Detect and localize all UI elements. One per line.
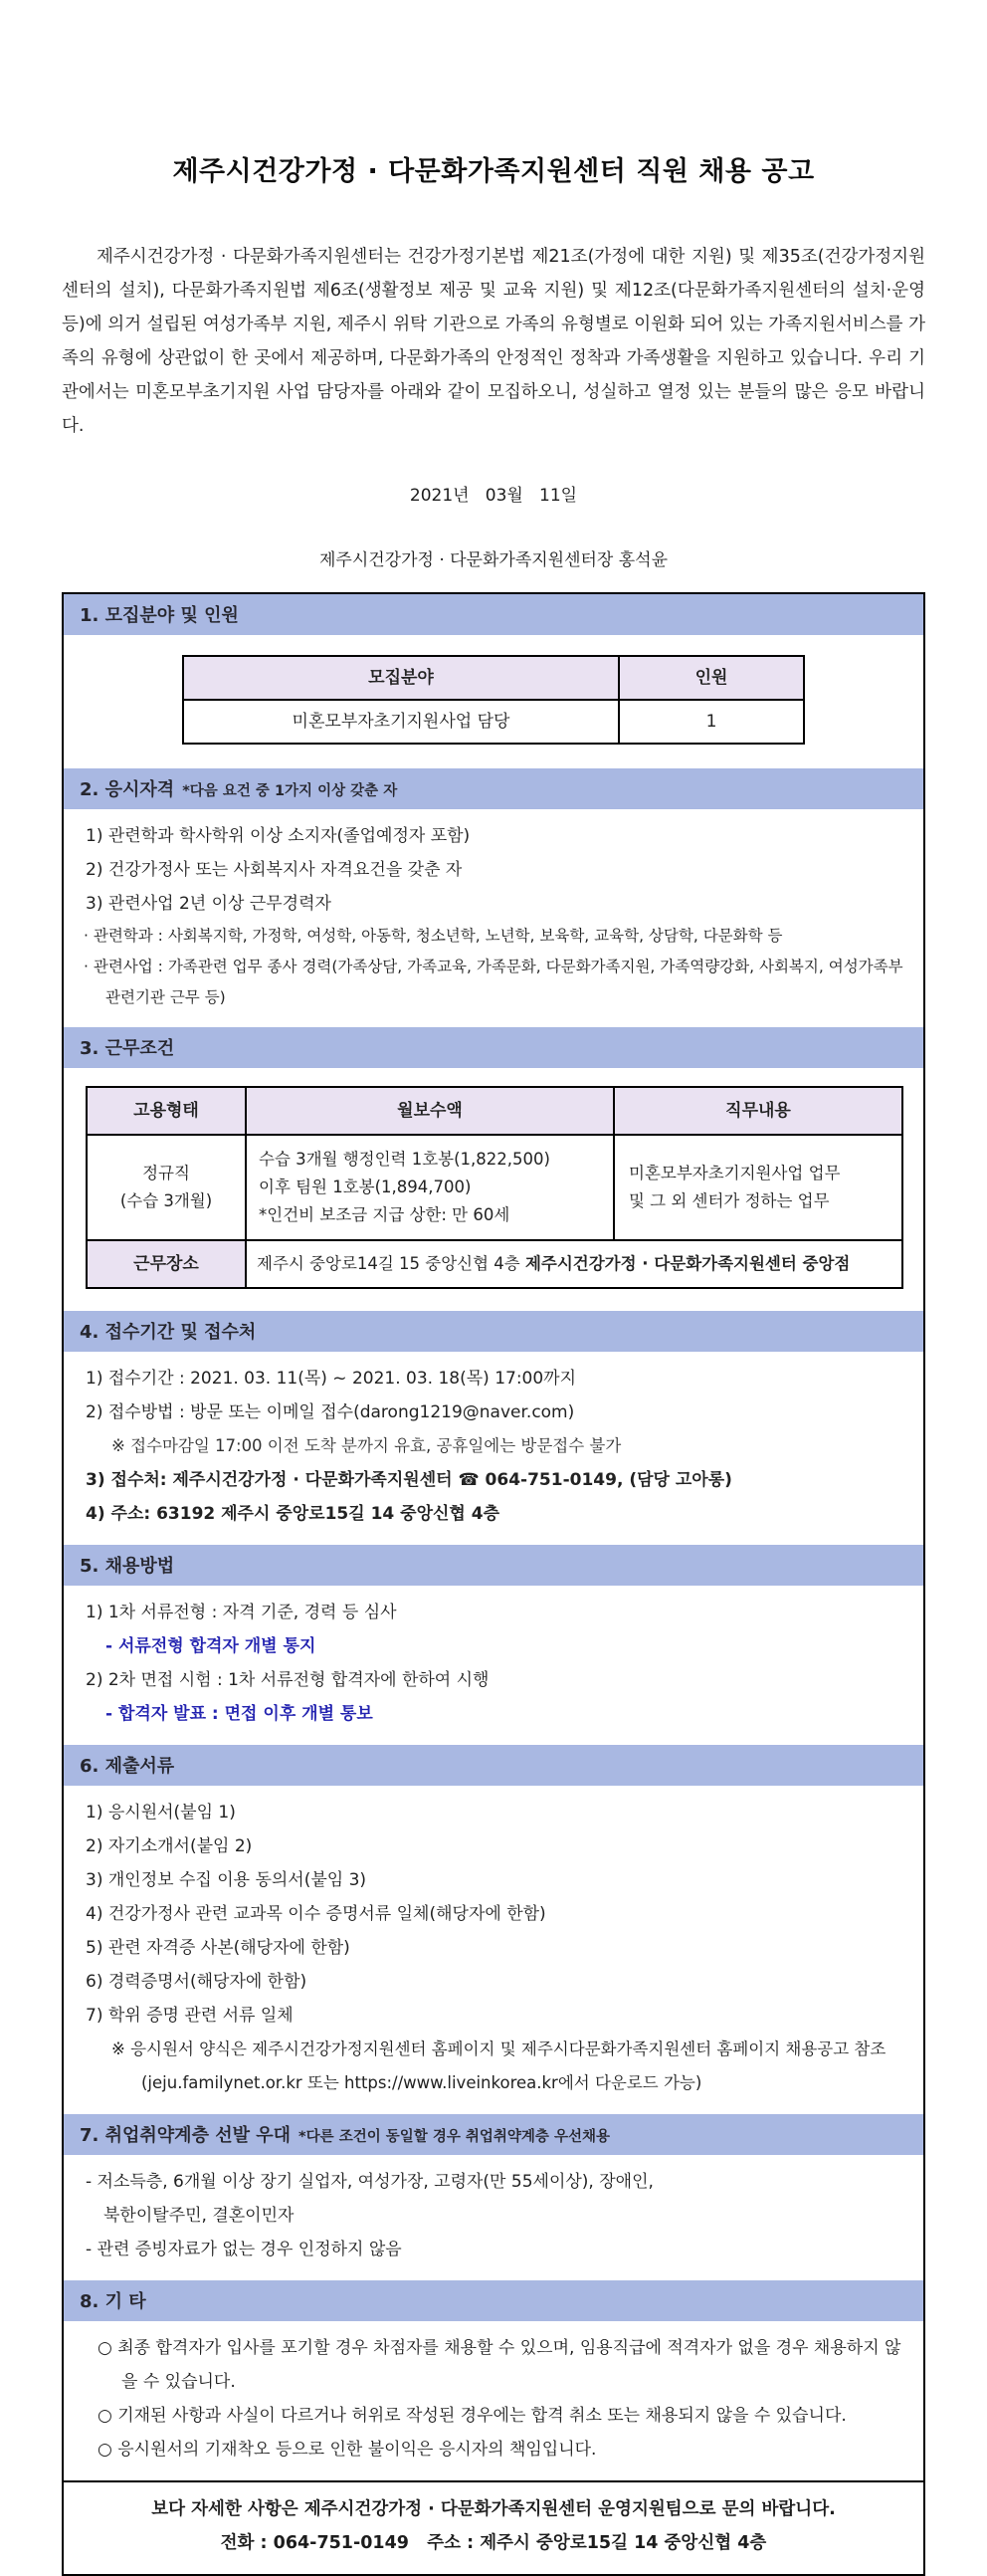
section-2-header bbox=[64, 768, 923, 809]
list-item: ○ 최종 합격자가 입사를 포기할 경우 차점자를 채용할 수 있으며, 임용직급에 적격자가 없을 경우 채용하지 않을 수 있습니다. bbox=[98, 2338, 901, 2392]
related-work-note: · 관련사업 : 가족관련 업무 종사 경력(가족상담, 가족교육, 가족문화, 다문화가족지원, 가족역량강화, 사회복지, 여성가족부 관련기관 근무 등) bbox=[84, 958, 903, 1006]
conditions-data-row bbox=[87, 1135, 902, 1240]
employment-type-line: (수습 3개월) bbox=[119, 1191, 213, 1210]
section-7-header bbox=[64, 2114, 923, 2155]
page-title: 제주시건강가정 · 다문화가족지원센터 직원 채용 공고 bbox=[172, 156, 815, 187]
section-8-content bbox=[64, 2321, 923, 2480]
section-6-title: 6. 제출서류 bbox=[80, 1756, 175, 1777]
list-item: 1) 관련학과 학사학위 이상 소지자(졸업예정자 포함) bbox=[86, 826, 471, 846]
section-7-title: 7. 취업취약계층 선발 우대 bbox=[80, 2125, 292, 2146]
section-1-header bbox=[64, 594, 923, 635]
working-conditions-table bbox=[86, 1086, 903, 1289]
section-1-content bbox=[64, 635, 923, 768]
list-item: 2) 2차 면접 시험 : 1차 서류전형 합격자에 한하여 시행 bbox=[86, 1670, 490, 1690]
section-4-content bbox=[64, 1352, 923, 1545]
workplace-row bbox=[87, 1240, 902, 1288]
section-8-title: 8. 기 타 bbox=[80, 2291, 146, 2312]
section-5-content bbox=[64, 1586, 923, 1745]
section-3-content bbox=[64, 1068, 923, 1311]
deadline-note: ※ 접수마감일 17:00 이전 도착 분까지 유효, 공휴일에는 방문접수 불가 bbox=[111, 1436, 622, 1455]
section-5-title: 5. 채용방법 bbox=[80, 1556, 175, 1577]
list-item: - 관련 증빙자료가 없는 경우 인정하지 않음 bbox=[86, 2240, 402, 2259]
section-2-subtitle: *다음 요건 중 1가지 이상 갖춘 자 bbox=[182, 783, 398, 799]
signature-line: 제주시건강가정 · 다문화가족지원센터장 홍석윤 bbox=[318, 550, 669, 570]
employment-type-line: 정규직 bbox=[142, 1164, 190, 1182]
section-5-header bbox=[64, 1545, 923, 1586]
section-7-content bbox=[64, 2155, 923, 2280]
list-item: 4) 주소: 63192 제주시 중앙로15길 14 중앙신협 4층 bbox=[86, 1504, 500, 1524]
application-form-note: ※ 응시원서 양식은 제주시건강가정지원센터 홈페이지 및 제주시다문화가족지원센터 홈페이지 채용공고 참조(jeju.familynet.or.kr 또는 https://www.liveinkorea.kr에서 다운로드 가능) bbox=[111, 2039, 887, 2092]
list-item: 1) 1차 서류전형 : 자격 기준, 경력 등 심사 bbox=[86, 1603, 397, 1622]
list-item: 2) 자기소개서(붙임 2) bbox=[86, 1836, 253, 1856]
main-frame bbox=[62, 592, 925, 2576]
list-item: - 저소득층, 6개월 이상 장기 실업자, 여성가장, 고령자(만 55세이상), 장애인, bbox=[86, 2172, 654, 2192]
pay-line: 수습 3개월 행정인력 1호봉(1,822,500) bbox=[259, 1150, 550, 1169]
job-posting-document bbox=[62, 149, 925, 2576]
duty-line: 미혼모부자초기지원사업 업무 bbox=[629, 1164, 841, 1182]
list-item: 3) 접수처: 제주시건강가정 · 다문화가족지원센터 ☎ 064-751-0149, (담당 고아롱) bbox=[86, 1470, 732, 1490]
footer-inquiry-line: 보다 자세한 사항은 제주시건강가정 · 다문화가족지원센터 운영지원팀으로 문의 바랍니다. bbox=[151, 2499, 836, 2519]
section-6-header bbox=[64, 1745, 923, 1786]
cell-duties bbox=[614, 1135, 902, 1240]
list-item: 3) 개인정보 수집 이용 동의서(붙임 3) bbox=[86, 1870, 367, 1890]
workplace-label: 근무장소 bbox=[87, 1240, 246, 1288]
notice-line-blue: - 서류전형 합격자 개별 통지 bbox=[105, 1636, 316, 1656]
col-header-field: 모집분야 bbox=[183, 656, 619, 700]
list-item: 1) 응시원서(붙임 1) bbox=[86, 1803, 236, 1823]
section-6-content bbox=[64, 1786, 923, 2114]
recruitment-table bbox=[182, 655, 805, 745]
cell-employment-type bbox=[87, 1135, 246, 1240]
cell-count: 1 bbox=[619, 700, 804, 744]
col-header-duties: 직무내용 bbox=[614, 1087, 902, 1135]
footer-contact-line: 전화 : 064-751-0149 주소 : 제주시 중앙로15길 14 중앙신협 4층 bbox=[220, 2533, 767, 2553]
pay-cap-note: *인건비 보조금 지급 상한: 만 60세 bbox=[259, 1205, 510, 1224]
section-1-title: 1. 모집분야 및 인원 bbox=[80, 605, 239, 626]
related-majors-note: · 관련학과 : 사회복지학, 가정학, 여성학, 아동학, 청소년학, 노년학, 보육학, 교육학, 상담학, 다문화학 등 bbox=[84, 927, 783, 945]
workplace-address: 제주시 중앙로14길 15 중앙신협 4층 bbox=[257, 1254, 525, 1273]
list-item: 7) 학위 증명 관련 서류 일체 bbox=[86, 2006, 294, 2026]
section-3-title: 3. 근무조건 bbox=[80, 1038, 175, 1059]
cell-field: 미혼모부자초기지원사업 담당 bbox=[183, 700, 619, 744]
intro-paragraph: 제주시건강가정 · 다문화가족지원센터는 건강가정기본법 제21조(가정에 대한 지원) 및 제35조(건강가정지원센터의 설치), 다문화가족지원법 제6조(생활정보 제공 및 교육 지원) 및 제12조(다문화가족지원센터의 설치·운영 등)에 의거 설립된 여성가족부 지원, 제주시 위탁 기관으로 가족의 유형별로 이원화 되어 있는 가족지원서비스를 가족의 유형에 상관없이 한 곳에서 제공하며, 다문화가족의 안정적인 정착과 가족생활을 지원하고 있습니다. 우리 기관에서는 미혼모부초기지원 사업 담당자를 아래와 같이 모집하오니, 성실하고 열정 있는 분들의 많은 응모 바랍니다. bbox=[62, 247, 925, 436]
conditions-header-row bbox=[87, 1087, 902, 1135]
list-item: ○ 기재된 사항과 사실이 다르거나 허위로 작성된 경우에는 합격 취소 또는 채용되지 않을 수 있습니다. bbox=[98, 2406, 847, 2426]
pay-line: 이후 팀원 1호봉(1,894,700) bbox=[259, 1178, 472, 1196]
list-item: 5) 관련 자격증 사본(해당자에 한함) bbox=[86, 1938, 350, 1958]
duty-line: 및 그 외 센터가 정하는 업무 bbox=[629, 1191, 830, 1210]
list-item: 3) 관련사업 2년 이상 근무경력자 bbox=[86, 894, 331, 914]
section-3-header bbox=[64, 1027, 923, 1068]
list-item: 1) 접수기간 : 2021. 03. 11(목) ~ 2021. 03. 18(목) 17:00까지 bbox=[86, 1369, 577, 1389]
section-7-subtitle: *다른 조건이 동일할 경우 취업취약계층 우선채용 bbox=[298, 2129, 611, 2145]
recruitment-table-header-row bbox=[183, 656, 804, 700]
col-header-employment-type: 고용형태 bbox=[87, 1087, 246, 1135]
col-header-monthly-pay: 월보수액 bbox=[246, 1087, 614, 1135]
recruitment-table-row bbox=[183, 700, 804, 744]
cell-monthly-pay bbox=[246, 1135, 614, 1240]
workplace-value bbox=[246, 1240, 902, 1288]
section-2-content bbox=[64, 809, 923, 1027]
date-line: 2021년 03월 11일 bbox=[409, 486, 578, 506]
list-item: 2) 접수방법 : 방문 또는 이메일 접수(darong1219@naver.com) bbox=[86, 1402, 575, 1422]
section-8-header bbox=[64, 2280, 923, 2321]
section-4-title: 4. 접수기간 및 접수처 bbox=[80, 1322, 257, 1343]
list-item: 4) 건강가정사 관련 교과목 이수 증명서류 일체(해당자에 한함) bbox=[86, 1904, 546, 1924]
section-4-header bbox=[64, 1311, 923, 1352]
list-item: ○ 응시원서의 기재착오 등으로 인한 불이익은 응시자의 책임입니다. bbox=[98, 2440, 597, 2460]
section-2-title: 2. 응시자격 bbox=[80, 779, 175, 800]
contact-footer bbox=[64, 2480, 923, 2574]
notice-line-blue: - 합격자 발표 : 면접 이후 개별 통보 bbox=[105, 1704, 373, 1724]
list-item: 2) 건강가정사 또는 사회복지사 자격요건을 갖춘 자 bbox=[86, 860, 463, 880]
list-item: 6) 경력증명서(해당자에 한함) bbox=[86, 1972, 307, 1992]
workplace-center-name: 제주시건강가정 · 다문화가족지원센터 중앙점 bbox=[524, 1254, 851, 1273]
list-item-continuation: 북한이탈주민, 결혼이민자 bbox=[103, 2206, 295, 2226]
col-header-count: 인원 bbox=[619, 656, 804, 700]
